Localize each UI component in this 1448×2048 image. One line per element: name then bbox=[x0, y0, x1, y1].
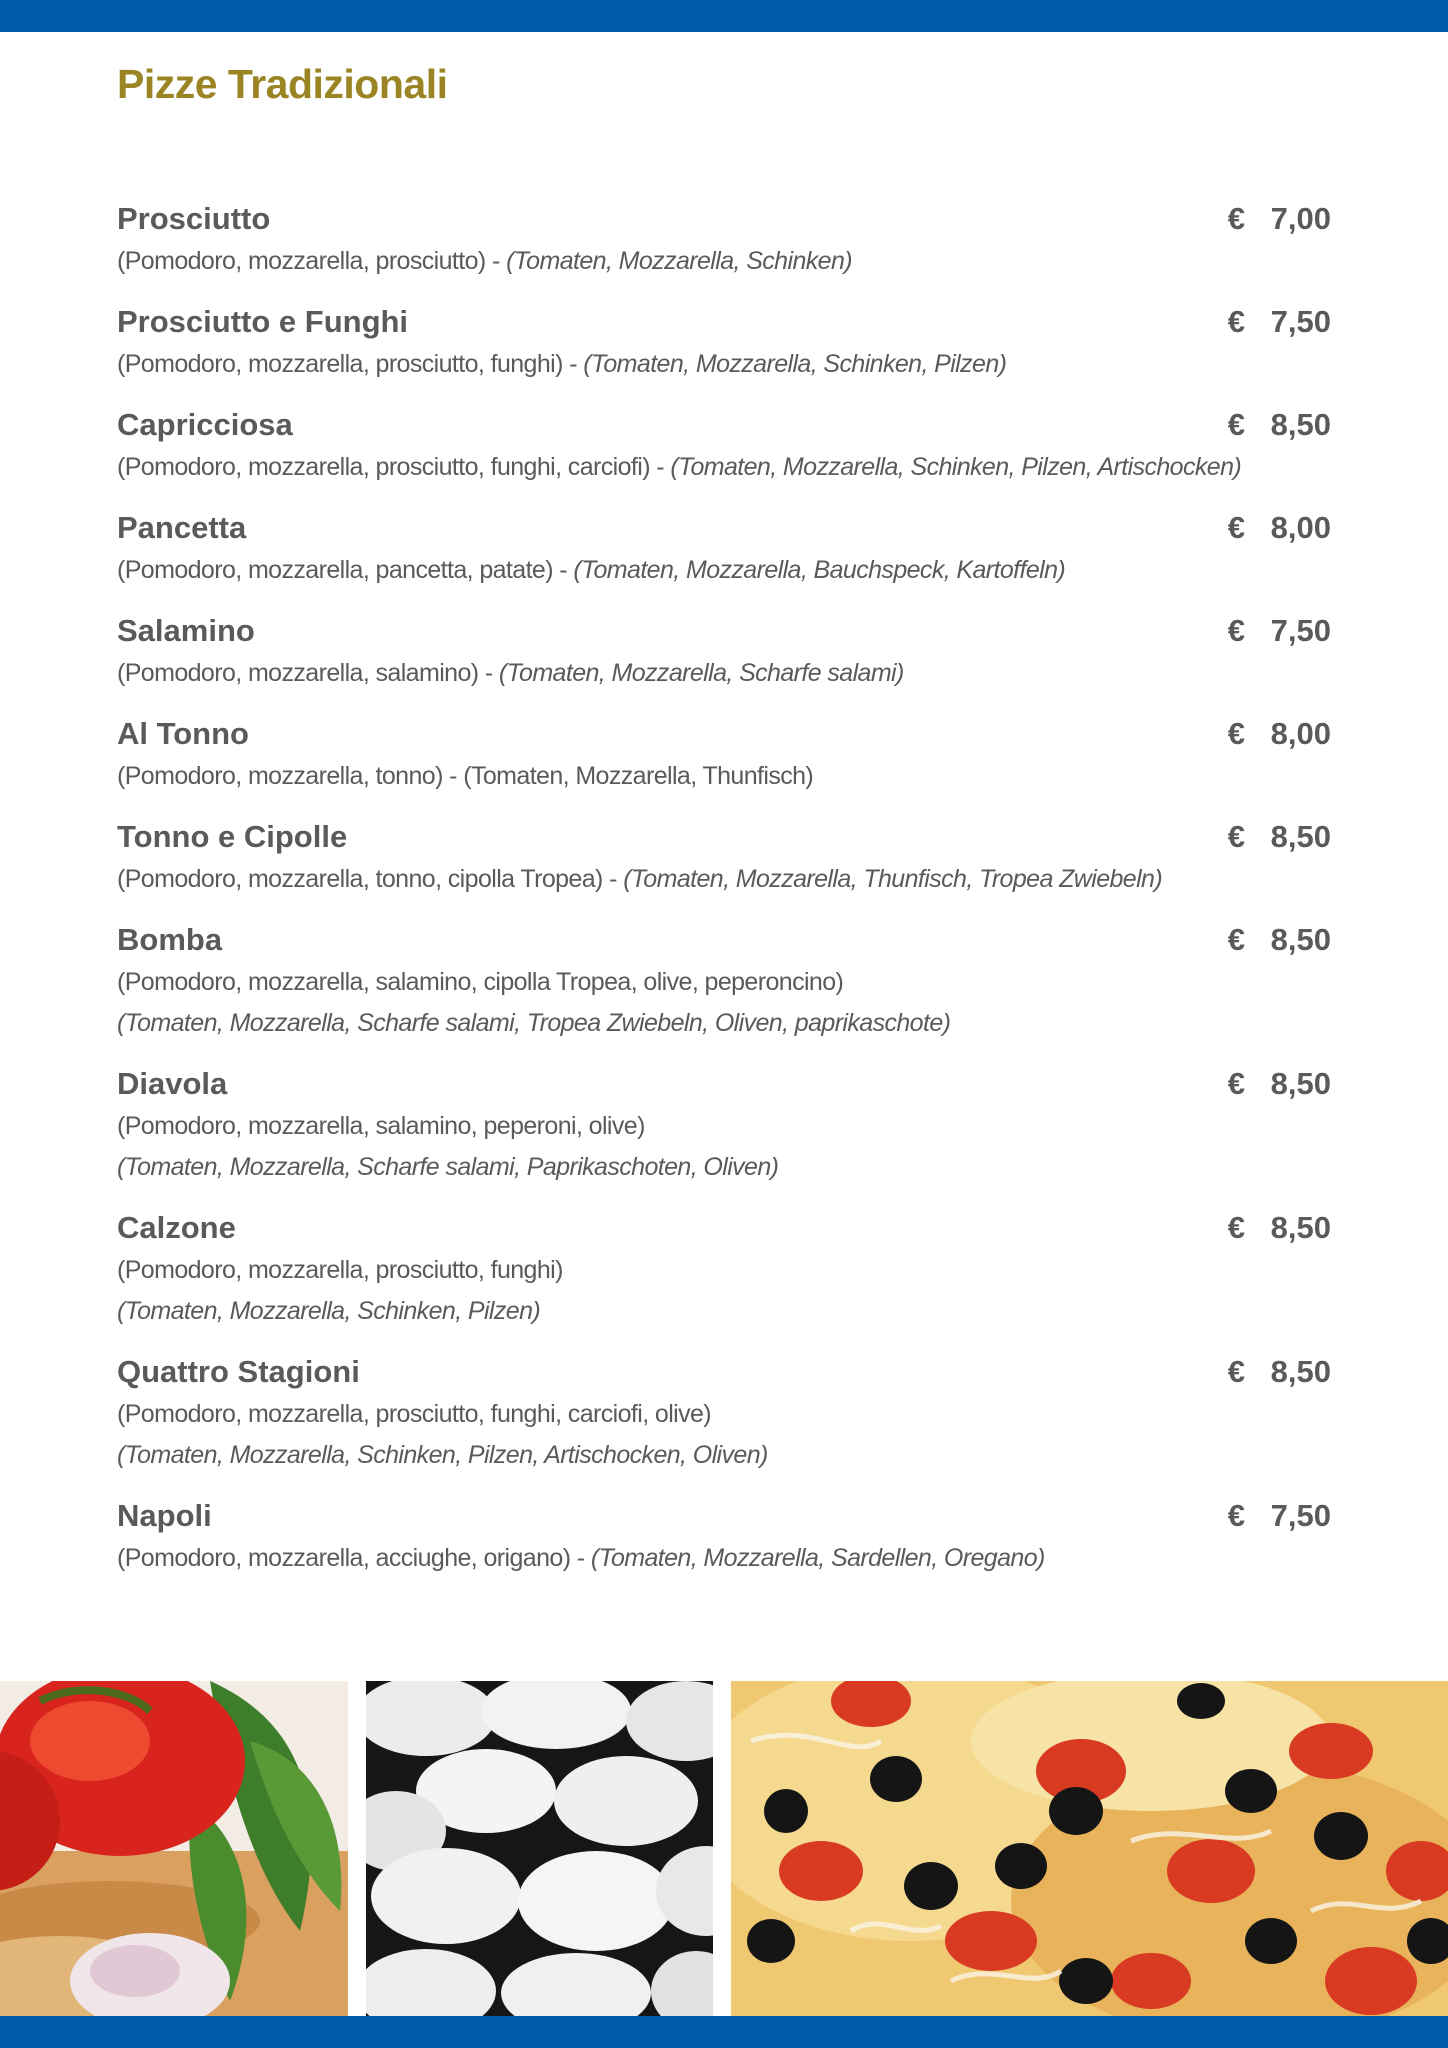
item-price bbox=[1228, 1206, 1331, 1250]
photo-mozzarella bbox=[366, 1681, 713, 2016]
menu-item bbox=[117, 609, 1331, 694]
description-german: (Tomaten, Mozzarella, Schinken, Pilzen, Artischocken, Oliven) bbox=[117, 1441, 768, 1469]
item-name: Bomba bbox=[117, 922, 223, 957]
description-italian: (Pomodoro, mozzarella, prosciutto, funghi) - bbox=[117, 350, 584, 378]
item-description-german bbox=[117, 1291, 1331, 1332]
item-name: Prosciutto e Funghi bbox=[117, 304, 409, 339]
description-german: (Tomaten, Mozzarella, Schinken, Pilzen) bbox=[583, 350, 1007, 378]
currency-symbol: € bbox=[1227, 819, 1245, 854]
description-german: (Tomaten, Mozzarella, Thunfisch, Tropea Zwiebeln) bbox=[623, 865, 1163, 893]
description-italian: (Pomodoro, mozzarella, prosciutto, funghi) bbox=[117, 1256, 563, 1284]
menu-item bbox=[117, 918, 1331, 1044]
description-italian: (Pomodoro, mozzarella, tonno, cipolla Tropea) - bbox=[117, 865, 624, 893]
menu-item-header bbox=[117, 918, 1331, 962]
item-description bbox=[117, 1250, 1331, 1291]
description-italian: (Pomodoro, mozzarella, prosciutto) - bbox=[117, 247, 507, 275]
item-name: Quattro Stagioni bbox=[117, 1354, 360, 1389]
photo-pizza bbox=[731, 1681, 1448, 2016]
menu-item-header bbox=[117, 1494, 1331, 1538]
price-value: 8,50 bbox=[1270, 1066, 1331, 1101]
menu-item-header bbox=[117, 609, 1331, 653]
price-value: 7,50 bbox=[1270, 304, 1331, 339]
description-german: (Tomaten, Mozzarella, Scharfe salami, Tropea Zwiebeln, Oliven, paprikaschote) bbox=[117, 1009, 951, 1037]
menu-item bbox=[117, 506, 1331, 591]
currency-symbol: € bbox=[1227, 716, 1245, 751]
menu-item bbox=[117, 197, 1331, 282]
item-description bbox=[117, 550, 1331, 591]
price-value: 8,50 bbox=[1270, 1354, 1331, 1389]
currency-symbol: € bbox=[1227, 613, 1245, 648]
item-description bbox=[117, 653, 1331, 694]
description-italian: (Pomodoro, mozzarella, pancetta, patate) - bbox=[117, 556, 574, 584]
item-price bbox=[1228, 1062, 1331, 1106]
item-description bbox=[117, 447, 1331, 488]
item-price bbox=[1228, 609, 1331, 653]
description-italian: (Pomodoro, mozzarella, salamino) - bbox=[117, 659, 499, 687]
price-value: 8,50 bbox=[1270, 922, 1331, 957]
photo-tomato-basil-garlic bbox=[0, 1681, 348, 2016]
bottom-accent-bar bbox=[0, 2016, 1448, 2048]
currency-symbol: € bbox=[1227, 1210, 1245, 1245]
menu-item bbox=[117, 403, 1331, 488]
item-price bbox=[1228, 403, 1331, 447]
price-value: 7,50 bbox=[1270, 613, 1331, 648]
description-german: (Tomaten, Mozzarella, Scharfe salami) bbox=[498, 659, 904, 687]
description-italian: (Pomodoro, mozzarella, salamino, peperoni, olive) bbox=[117, 1112, 645, 1140]
currency-symbol: € bbox=[1227, 201, 1245, 236]
item-description-german bbox=[117, 1003, 1331, 1044]
item-description bbox=[117, 1394, 1331, 1435]
description-german: (Tomaten, Mozzarella, Schinken, Pilzen, Artischocken) bbox=[670, 453, 1242, 481]
item-description bbox=[117, 962, 1331, 1003]
menu-list bbox=[117, 197, 1331, 1597]
item-price bbox=[1228, 918, 1331, 962]
description-german: (Tomaten, Mozzarella, Schinken) bbox=[506, 247, 852, 275]
price-value: 7,50 bbox=[1270, 1498, 1331, 1533]
menu-item bbox=[117, 1350, 1331, 1476]
menu-item bbox=[117, 815, 1331, 900]
item-description bbox=[117, 1538, 1331, 1579]
item-name: Pancetta bbox=[117, 510, 247, 545]
menu-item-header bbox=[117, 300, 1331, 344]
menu-item-header bbox=[117, 815, 1331, 859]
currency-symbol: € bbox=[1227, 304, 1245, 339]
currency-symbol: € bbox=[1227, 510, 1245, 545]
menu-item-header bbox=[117, 1206, 1331, 1250]
item-description-german bbox=[117, 1147, 1331, 1188]
price-value: 8,00 bbox=[1270, 510, 1331, 545]
item-price bbox=[1228, 300, 1331, 344]
menu-item-header bbox=[117, 403, 1331, 447]
description-italian: (Pomodoro, mozzarella, prosciutto, funghi, carciofi, olive) bbox=[117, 1400, 712, 1428]
price-value: 8,50 bbox=[1270, 819, 1331, 854]
item-description bbox=[117, 344, 1331, 385]
item-name: Salamino bbox=[117, 613, 255, 648]
price-value: 8,00 bbox=[1270, 716, 1331, 751]
item-price bbox=[1228, 197, 1331, 241]
menu-item-header bbox=[117, 197, 1331, 241]
top-accent-bar bbox=[0, 0, 1448, 32]
item-price bbox=[1228, 1494, 1331, 1538]
item-description-german bbox=[117, 1435, 1331, 1476]
currency-symbol: € bbox=[1227, 407, 1245, 442]
menu-item-header bbox=[117, 506, 1331, 550]
item-name: Calzone bbox=[117, 1210, 236, 1245]
item-price bbox=[1228, 712, 1331, 756]
description-german: (Tomaten, Mozzarella, Bauchspeck, Kartoffeln) bbox=[573, 556, 1066, 584]
menu-item-header bbox=[117, 1062, 1331, 1106]
description-italian: (Pomodoro, mozzarella, salamino, cipolla Tropea, olive, peperoncino) bbox=[117, 968, 844, 996]
menu-item bbox=[117, 300, 1331, 385]
menu-item bbox=[117, 1494, 1331, 1579]
currency-symbol: € bbox=[1227, 1498, 1245, 1533]
item-name: Al Tonno bbox=[117, 716, 249, 751]
item-name: Diavola bbox=[117, 1066, 228, 1101]
currency-symbol: € bbox=[1227, 922, 1245, 957]
currency-symbol: € bbox=[1227, 1066, 1245, 1101]
page-title: Pizze Tradizionali bbox=[117, 61, 448, 107]
description-italian: (Pomodoro, mozzarella, acciughe, origano) - bbox=[117, 1544, 591, 1572]
description-italian: (Pomodoro, mozzarella, prosciutto, funghi, carciofi) - bbox=[117, 453, 671, 481]
item-price bbox=[1228, 1350, 1331, 1394]
item-price bbox=[1228, 506, 1331, 550]
menu-item-header bbox=[117, 712, 1331, 756]
description-german: (Tomaten, Mozzarella, Sardellen, Oregano) bbox=[590, 1544, 1045, 1572]
item-name: Prosciutto bbox=[117, 201, 271, 236]
item-name: Napoli bbox=[117, 1498, 212, 1533]
item-name: Capricciosa bbox=[117, 407, 293, 442]
description-german: (Tomaten, Mozzarella, Scharfe salami, Paprikaschoten, Oliven) bbox=[117, 1153, 779, 1181]
item-description bbox=[117, 859, 1331, 900]
price-value: 7,00 bbox=[1270, 201, 1331, 236]
price-value: 8,50 bbox=[1270, 1210, 1331, 1245]
currency-symbol: € bbox=[1227, 1354, 1245, 1389]
description-italian: (Pomodoro, mozzarella, tonno) - (Tomaten, Mozzarella, Thunfisch) bbox=[117, 762, 814, 790]
description-german: (Tomaten, Mozzarella, Schinken, Pilzen) bbox=[117, 1297, 541, 1325]
price-value: 8,50 bbox=[1270, 407, 1331, 442]
menu-item-header bbox=[117, 1350, 1331, 1394]
item-description bbox=[117, 756, 1331, 797]
menu-item bbox=[117, 1206, 1331, 1332]
menu-item bbox=[117, 712, 1331, 797]
item-name: Tonno e Cipolle bbox=[117, 819, 348, 854]
menu-item bbox=[117, 1062, 1331, 1188]
item-price bbox=[1228, 815, 1331, 859]
item-description bbox=[117, 241, 1331, 282]
photo-strip bbox=[0, 1681, 1448, 2016]
item-description bbox=[117, 1106, 1331, 1147]
